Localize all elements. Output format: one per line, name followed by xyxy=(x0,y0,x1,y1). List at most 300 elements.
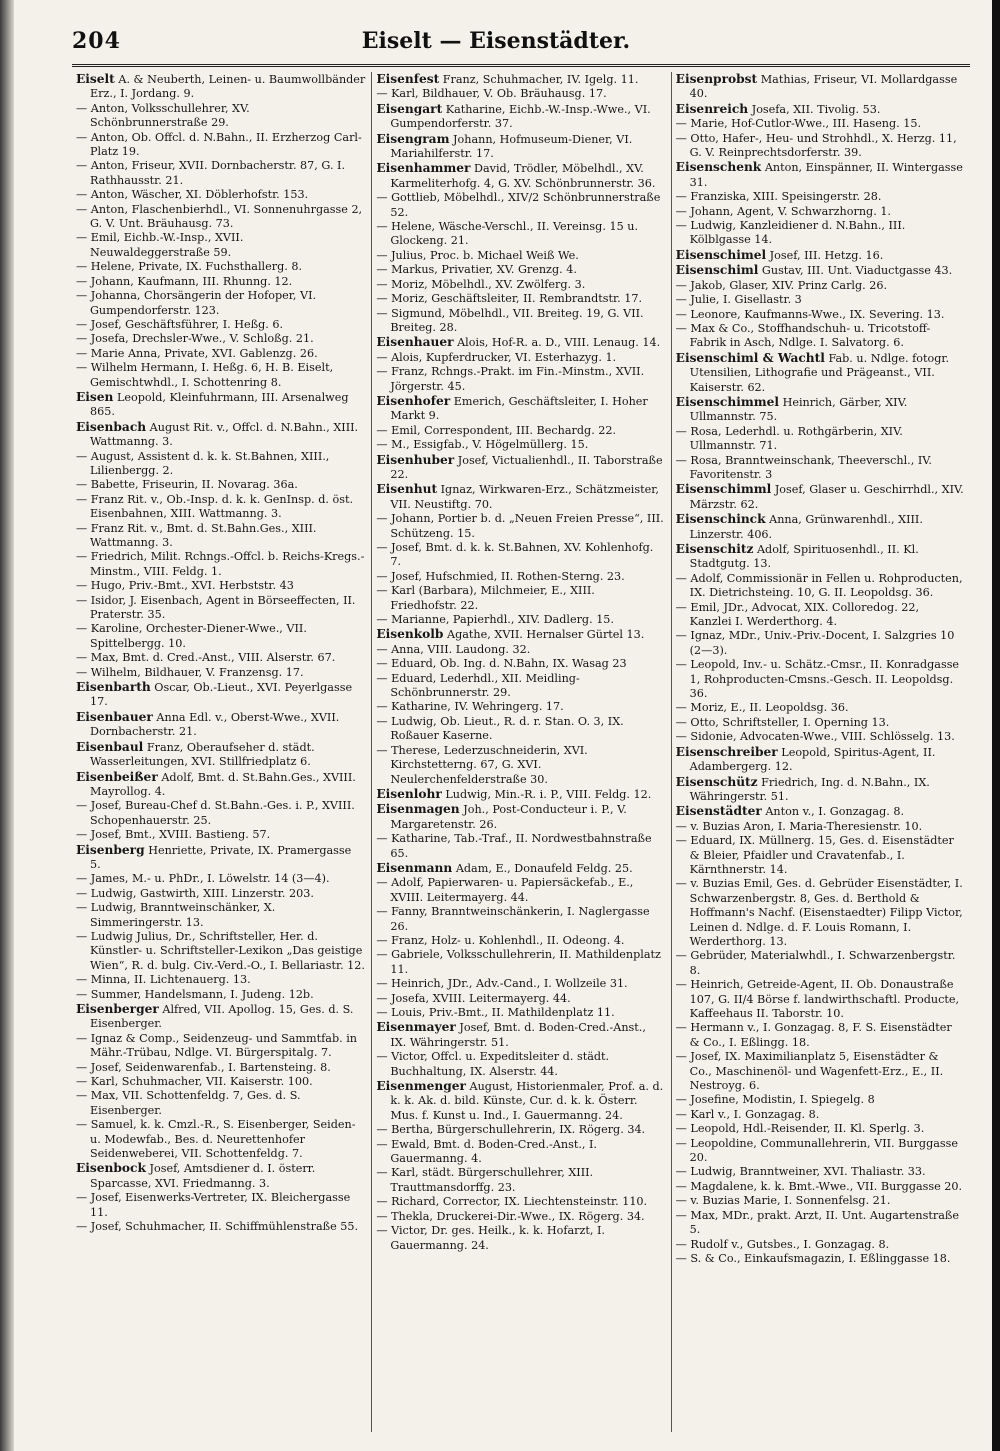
entry-text: — Helene, Wäsche-Verschl., II. Vereinsg. 15 u. Glockeng. 21. xyxy=(376,220,639,248)
entry-headword: Eisenschinck xyxy=(675,512,766,527)
entry-text: — Gottlieb, Möbelhdl., XIV/2 Schönbrunnerstraße 52. xyxy=(376,191,661,219)
directory-entry xyxy=(376,876,664,905)
entry-headword: Eisenhut xyxy=(376,482,438,497)
entry-text: — Johanna, Chorsängerin der Hofoper, VI. Gumpendorferstr. 123. xyxy=(76,289,317,317)
directory-entry xyxy=(676,572,964,601)
directory-entry xyxy=(76,1191,365,1220)
entry-text: Katharine, Eichb.-W.-Insp.-Wwe., VI. Gumpendorferstr. 37. xyxy=(390,102,651,131)
directory-entry xyxy=(76,522,365,551)
entry-text: — Marianne, Papierhdl., XIV. Dadlerg. 15. xyxy=(376,613,614,627)
directory-entry xyxy=(676,1209,964,1238)
entry-headword: Eisenhauer xyxy=(376,335,454,350)
directory-entry xyxy=(76,872,365,886)
entry-text: — Karoline, Orchester-Diener-Wwe., VII. Spittelbergg. 10. xyxy=(76,622,307,650)
directory-entry xyxy=(676,132,964,161)
entry-text: — Leopold, Hdl.-Reisender, II. Kl. Sperlg. 3. xyxy=(675,1122,925,1136)
directory-entry xyxy=(376,278,664,292)
directory-entry xyxy=(76,710,365,740)
entry-text: — Karl (Barbara), Milchmeier, E., XIII. Friedhofstr. 22. xyxy=(376,584,595,612)
entry-text: — Franz, Holz- u. Kohlenhdl., II. Odeong. 4. xyxy=(376,933,625,947)
directory-entry xyxy=(376,992,664,1006)
directory-entry xyxy=(676,1093,964,1107)
directory-entry xyxy=(376,1166,664,1195)
entry-headword: Eisenbock xyxy=(76,1161,146,1176)
directory-entry xyxy=(676,1050,964,1093)
directory-entry xyxy=(76,159,365,188)
directory-entry xyxy=(76,289,365,318)
directory-entry xyxy=(76,973,365,987)
directory-entry xyxy=(376,365,664,394)
directory-entry xyxy=(376,1210,664,1224)
entry-text: — August, Assistent d. k. k. St.Bahnen, XIII., Lilienbergg. 2. xyxy=(76,449,330,477)
entry-headword: Eisenstädter xyxy=(675,804,762,819)
directory-entry xyxy=(676,978,964,1021)
entry-text: — Summer, Handelsmann, I. Judeng. 12b. xyxy=(76,987,314,1001)
entry-headword: Eisenschütz xyxy=(675,774,758,789)
directory-entry xyxy=(676,601,964,630)
directory-entry xyxy=(676,1108,964,1122)
entry-headword: Eisenschimml xyxy=(675,482,772,497)
entry-text: Josef, Victualienhdl., II. Taborstraße 22. xyxy=(390,453,663,481)
directory-entry xyxy=(76,260,365,274)
directory-entry xyxy=(376,482,664,512)
directory-entry xyxy=(76,188,365,202)
entry-text: — Moriz, Möbelhdl., XV. Zwölferg. 3. xyxy=(376,277,586,291)
directory-entry xyxy=(76,828,365,842)
directory-entry xyxy=(76,318,365,332)
directory-columns xyxy=(72,72,970,1432)
entry-text: — Eduard, IX. Müllnerg. 15, Ges. d. Eisenstädter & Bleier, Pfaidler und Cravatenfab., I. Kärnthnerstr. 14. xyxy=(675,834,954,876)
directory-entry xyxy=(676,160,964,190)
entry-text: — Ludwig, Gastwirth, XIII. Linzerstr. 203. xyxy=(76,886,314,900)
entry-text: Josef, Amtsdiener d. I. österr. Sparcasse, XVI. Friedmanng. 3. xyxy=(90,1162,316,1190)
directory-entry xyxy=(376,584,664,613)
entry-text: Gustav, III. Unt. Viaductgasse 43. xyxy=(761,264,953,278)
directory-entry xyxy=(76,887,365,901)
directory-entry xyxy=(376,453,664,483)
entry-text: — Sidonie, Advocaten-Wwe., VIII. Schlösselg. 13. xyxy=(675,730,955,744)
directory-entry xyxy=(376,905,664,934)
entry-text: Alfred, VII. Apollog. 15, Ges. d. S. Eisenberger. xyxy=(90,1003,354,1031)
directory-entry xyxy=(76,131,365,160)
entry-text: — Franziska, XIII. Speisingerstr. 28. xyxy=(675,190,882,204)
column-3 xyxy=(671,72,970,1432)
directory-entry xyxy=(676,351,964,395)
entry-text: — Therese, Lederzuschneiderin, XVI. Kirchstetterng. 67, G. XVI. Neulerchenfelderstraße 30. xyxy=(376,743,588,786)
entry-text: August Rit. v., Offcl. d. N.Bahn., XIII. Wattmanng. 3. xyxy=(90,420,359,449)
entry-text: — Josef, Bureau-Chef d. St.Bahn.-Ges. i. P., XVIII. Schopenhauerstr. 25. xyxy=(76,799,355,827)
directory-entry xyxy=(676,512,964,542)
entry-headword: Eisenschitz xyxy=(675,542,754,556)
entry-headword: Eisenberg xyxy=(76,842,145,857)
entry-text: — Moriz, Geschäftsleiter, II. Rembrandtstr. 17. xyxy=(376,292,643,306)
entry-text: — Thekla, Druckerei-Dir.-Wwe., IX. Rögerg. 34. xyxy=(376,1209,645,1223)
directory-entry xyxy=(676,425,964,454)
entry-text: — Karl, städt. Bürgerschullehrer, XIII. Trauttmansdorffg. 23. xyxy=(376,1166,594,1194)
directory-entry xyxy=(376,307,664,336)
entry-text: — Katharine, IV. Wehringerg. 17. xyxy=(376,700,564,714)
entry-text: — Helene, Private, IX. Fuchsthallerg. 8. xyxy=(76,260,303,274)
entry-text: — Otto, Hafer-, Heu- und Strohhdl., X. Herzg. 11, G. V. Reinprechtsdorferstr. 39. xyxy=(675,131,957,160)
entry-text: Ludwig, Min.-R. i. P., VIII. Feldg. 12. xyxy=(445,787,652,801)
entry-text: — Max, VII. Schottenfeldg. 7, Ges. d. S. Eisenberger. xyxy=(76,1089,301,1117)
entry-text: — Isidor, J. Eisenbach, Agent in Börseeffecten, II. Praterstr. 35. xyxy=(76,593,356,622)
entry-text: — Karl, Bildhauer, V. Ob. Bräuhausg. 17. xyxy=(376,87,607,101)
entry-text: — Rudolf v., Gutsbes., I. Gonzagag. 8. xyxy=(675,1237,890,1251)
directory-entry xyxy=(676,745,964,775)
entry-text: — Josef, IX. Maximilianplatz 5, Eisenstädter & Co., Maschinenöl- und Wagenfett-Erz., E., II. Nestroyg. 6. xyxy=(675,1050,944,1093)
directory-entry xyxy=(376,1050,664,1079)
directory-entry xyxy=(676,730,964,744)
entry-text: Alois, Hof-R. a. D., VIII. Lenaug. 14. xyxy=(457,336,661,350)
entry-text: — S. & Co., Einkaufsmagazin, I. Eßlinggasse 18. xyxy=(675,1251,951,1265)
entry-text: — Josefa, XVIII. Leitermayerg. 44. xyxy=(376,991,571,1005)
entry-text: Oscar, Ob.-Lieut., XVI. Peyerlgasse 17. xyxy=(90,681,353,709)
directory-entry xyxy=(676,1180,964,1194)
entry-text: — Rosa, Branntweinschank, Theeverschl., IV. Favoritenstr. 3 xyxy=(675,453,932,481)
directory-entry xyxy=(376,102,664,132)
entry-text: August, Historienmaler, Prof. a. d. k. k. Ak. d. bild. Künste, Cur. d. k. k. Österr. Mus. f. Kunst u. Ind., I. Gauermanng. 24. xyxy=(390,1080,664,1122)
entry-text: — Josefa, Drechsler-Wwe., V. Schloßg. 21. xyxy=(76,332,314,346)
directory-entry xyxy=(676,1021,964,1050)
directory-entry xyxy=(376,220,664,249)
directory-entry xyxy=(676,949,964,978)
entry-text: — Ludwig, Branntweiner, XVI. Thaliastr. 33. xyxy=(675,1165,926,1179)
directory-entry xyxy=(676,279,964,293)
entry-text: — M., Essigfab., V. Högelmüllerg. 15. xyxy=(376,438,589,452)
entry-text: — Heinrich, Getreide-Agent, II. Ob. Donaustraße 107, G. II/4 Börse f. landwirthschaftl. Producte, Kaffeehaus II. Taborstr. 10. xyxy=(675,978,960,1020)
directory-entry xyxy=(376,715,664,744)
page-number: 204 xyxy=(72,28,121,54)
entry-text: — Josef, Hufschmied, II. Rothen-Sterng. 23. xyxy=(376,569,625,583)
entry-headword: Eisenfest xyxy=(376,72,440,86)
entry-text: Adolf, Bmt. d. St.Bahn.Ges., XVIII. Mayrollog. 4. xyxy=(90,770,356,798)
directory-entry xyxy=(76,622,365,651)
entry-headword: Eisenbaul xyxy=(76,739,144,754)
entry-headword: Eisenschimel xyxy=(675,247,767,262)
entry-text: Josef, Glaser u. Geschirrhdl., XIV. Märzstr. 62. xyxy=(689,483,964,511)
directory-entry xyxy=(376,1195,664,1209)
directory-entry xyxy=(76,1032,365,1061)
entry-text: Ignaz, Wirkwaren-Erz., Schätzmeister, VII. Neustiftg. 70. xyxy=(390,483,659,511)
directory-entry xyxy=(676,1137,964,1166)
entry-text: — Jakob, Glaser, XIV. Prinz Carlg. 26. xyxy=(675,278,888,292)
directory-entry xyxy=(376,657,664,671)
entry-text: — Josefine, Modistin, I. Spiegelg. 8 xyxy=(675,1093,875,1107)
entry-text: — Magdalene, k. k. Bmt.-Wwe., VII. Burggasse 20. xyxy=(675,1179,963,1193)
entry-text: — Josef, Bmt. d. k. k. St.Bahnen, XV. Kohlenhofg. 7. xyxy=(376,541,654,569)
entry-text: Leopold, Kleinfuhrmann, III. Arsenalweg 865. xyxy=(90,390,349,419)
entry-text: Johann, Hofmuseum-Diener, VI. Mariahilferstr. 17. xyxy=(390,132,633,161)
entry-headword: Eisenberger xyxy=(76,1002,159,1016)
entry-text: — Emil, Eichb.-W.-Insp., XVII. Neuwaldeggerstraße 59. xyxy=(76,231,244,259)
entry-text: — Emil, JDr., Advocat, XIX. Colloredog. 22, Kanzlei I. Werderthorg. 4. xyxy=(675,600,920,629)
directory-entry xyxy=(76,1061,365,1075)
entry-text: — Friedrich, Milit. Rchngs.-Offcl. b. Reichs-Kregs.-Minstm., VIII. Feldg. 1. xyxy=(76,550,365,578)
entry-text: — Heinrich, JDr., Adv.-Cand., I. Wollzeile 31. xyxy=(376,977,628,991)
directory-entry xyxy=(76,1089,365,1118)
directory-entry xyxy=(676,482,964,512)
entry-text: — Ignaz & Comp., Seidenzeug- und Sammtfab. in Mähr.-Trübau, Ndlge. VI. Bürgerspitalg. 7. xyxy=(76,1031,358,1060)
entry-headword: Eisenmagen xyxy=(376,802,460,817)
directory-entry xyxy=(76,420,365,450)
entry-text: — Ludwig Julius, Dr., Schriftsteller, Her. d. Künstler- u. Schriftsteller-Lexikon „Das geistige Wien“, R. d. bulg. Civ.-Verd.-O., I. Bellariastr. 12. xyxy=(76,929,365,972)
entry-text: — Ludwig, Ob. Lieut., R. d. r. Stan. O. 3, IX. Roßauer Kaserne. xyxy=(376,714,624,743)
directory-entry xyxy=(376,351,664,365)
entry-text: — Wilhelm, Bildhauer, V. Franzensg. 17. xyxy=(76,665,304,679)
entry-text: Adolf, Spirituosenhdl., II. Kl. Stadtgutg. 13. xyxy=(689,543,919,571)
entry-text: — Anton, Friseur, XVII. Dornbacherstr. 87, G. I. Rathhausstr. 21. xyxy=(76,159,346,187)
entry-headword: Eisenmann xyxy=(376,860,453,875)
entry-text: — Franz Rit. v., Ob.-Insp. d. k. k. GenInsp. d. öst. Eisenbahnen, XIII. Wattmanng. 3. xyxy=(76,492,354,521)
entry-text: Agathe, XVII. Hernalser Gürtel 13. xyxy=(447,628,645,642)
directory-entry xyxy=(676,542,964,572)
entry-text: — Hugo, Priv.-Bmt., XVI. Herbststr. 43 xyxy=(76,579,294,593)
entry-headword: Eisengart xyxy=(376,101,443,116)
directory-entry xyxy=(76,770,365,800)
entry-text: Heinrich, Gärber, XIV. Ullmannstr. 75. xyxy=(689,395,908,424)
entry-text: Anton v., I. Gonzagag. 8. xyxy=(765,805,905,819)
directory-entry xyxy=(376,570,664,584)
entry-text: — Ludwig, Branntweinschänker, X. Simmeringerstr. 13. xyxy=(76,901,276,929)
directory-entry xyxy=(376,335,664,350)
entry-text: — Gabriele, Volksschullehrerin, II. Mathildenplatz 11. xyxy=(376,948,661,976)
entry-text: Josef, Bmt. d. Boden-Cred.-Anst., IX. Währingerstr. 51. xyxy=(390,1021,646,1049)
entry-text: — Leonore, Kaufmanns-Wwe., IX. Severing. 13. xyxy=(675,307,945,321)
entry-text: — Moriz, E., II. Leopoldsg. 36. xyxy=(675,701,849,715)
directory-entry xyxy=(376,627,664,642)
entry-text: — Otto, Schriftsteller, I. Operning 13. xyxy=(675,715,890,729)
entry-text: Joh., Post-Conducteur i. P., V. Margaretenstr. 26. xyxy=(390,803,627,831)
entry-text: — Julius, Proc. b. Michael Weiß We. xyxy=(376,248,579,262)
entry-text: Anna, Grünwarenhdl., XIII. Linzerstr. 406. xyxy=(689,513,923,541)
directory-entry xyxy=(76,666,365,680)
directory-entry xyxy=(76,390,365,420)
entry-text: — Ewald, Bmt. d. Boden-Cred.-Anst., I. Gauermanng. 4. xyxy=(376,1137,597,1166)
entry-headword: Eisenschimmel xyxy=(675,394,780,409)
directory-entry xyxy=(376,934,664,948)
entry-text: Franz, Schuhmacher, IV. Igelg. 11. xyxy=(442,73,639,86)
entry-text: — v. Buzias Emil, Ges. d. Gebrüder Eisenstädter, I. Schwarzenbergstr. 8, Ges. d. Berthold & Hoffmann's Nachf. (Eisenstaedter) Filipp Victor, Leinen d. Ndlge. d. F. Louis Romann, I. Werderthorg. 13. xyxy=(675,877,963,948)
directory-entry xyxy=(76,901,365,930)
directory-entry xyxy=(676,1238,964,1252)
directory-entry xyxy=(76,930,365,973)
directory-entry xyxy=(376,191,664,220)
entry-text: — Louis, Priv.-Bmt., II. Mathildenplatz 11. xyxy=(376,1006,615,1019)
directory-entry xyxy=(676,1122,964,1136)
entry-headword: Eisenlohr xyxy=(376,786,442,801)
directory-entry xyxy=(76,203,365,232)
entry-headword: Eisenkolb xyxy=(376,627,444,642)
entry-text: — Fanny, Branntweinschänkerin, I. Naglergasse 26. xyxy=(376,905,650,933)
entry-text: Josef, III. Hetzg. 16. xyxy=(769,248,884,262)
entry-text: — Josef, Seidenwarenfab., I. Bartensteing. 8. xyxy=(76,1060,331,1074)
directory-entry xyxy=(76,579,365,593)
directory-entry xyxy=(76,594,365,623)
entry-text: — Josef, Schuhmacher, II. Schiffmühlenstraße 55. xyxy=(76,1220,359,1234)
entry-headword: Eisenreich xyxy=(675,101,749,116)
directory-entry xyxy=(676,454,964,483)
entry-headword: Eisenbauer xyxy=(76,709,153,724)
entry-headword: Eisenprobst xyxy=(675,72,758,86)
entry-text: Fab. u. Ndlge. fotogr. Utensilien, Lithografie und Prägeanst., VII. Kaiserstr. 62. xyxy=(689,351,950,394)
entry-text: Anton, Einspänner, II. Wintergasse 31. xyxy=(689,161,963,189)
entry-text: — Karl, Schuhmacher, VII. Kaiserstr. 100. xyxy=(76,1075,313,1089)
directory-entry xyxy=(376,1006,664,1020)
entry-text: — Johann, Kaufmann, III. Rhunng. 12. xyxy=(76,274,293,288)
entry-text: David, Trödler, Möbelhdl., XV. Karmeliterhofg. 4, G. XV. Schönbrunnerstr. 36. xyxy=(390,162,656,190)
directory-entry xyxy=(376,512,664,541)
entry-text: — Adolf, Commissionär in Fellen u. Rohproducten, IX. Dietrichsteing. 10, G. II. Leopoldsg. 36. xyxy=(675,571,963,600)
entry-text: — Max, MDr., prakt. Arzt, II. Unt. Augartenstraße 5. xyxy=(675,1208,959,1237)
column-2 xyxy=(371,72,670,1432)
directory-entry xyxy=(376,438,664,452)
directory-entry xyxy=(376,72,664,87)
entry-text: — Katharine, Tab.-Traf., II. Nordwestbahnstraße 65. xyxy=(376,832,652,860)
entry-text: — Emil, Correspondent, III. Bechardg. 22. xyxy=(376,423,617,437)
entry-text: Henriette, Private, IX. Pramergasse 5. xyxy=(90,843,352,871)
entry-text: — Alois, Kupferdrucker, VI. Esterhazyg. 1. xyxy=(376,350,617,364)
directory-entry xyxy=(376,1138,664,1167)
entry-text: — Rosa, Lederhdl. u. Rothgärberin, XIV. Ullmannstr. 71. xyxy=(675,424,903,453)
entry-text: — Franz, Rchngs.-Prakt. im Fin.-Minstm., XVII. Jörgerstr. 45. xyxy=(376,365,645,393)
directory-entry xyxy=(76,450,365,479)
directory-entry xyxy=(376,292,664,306)
directory-entry xyxy=(376,1123,664,1137)
entry-headword: Eisenbach xyxy=(76,419,147,434)
directory-entry xyxy=(676,395,964,425)
entry-text: Emerich, Geschäftsleiter, I. Hoher Markt 9. xyxy=(390,394,648,423)
entry-headword: Eisenbeißer xyxy=(76,769,158,784)
directory-entry xyxy=(676,293,964,307)
entry-text: — Adolf, Papierwaren- u. Papiersäckefab., E., XVIII. Leitermayerg. 44. xyxy=(376,876,634,904)
directory-entry xyxy=(376,424,664,438)
directory-entry xyxy=(76,843,365,873)
directory-entry xyxy=(76,102,365,131)
directory-entry xyxy=(676,629,964,658)
directory-entry xyxy=(76,72,365,102)
entry-headword: Eiselt xyxy=(76,72,115,86)
directory-entry xyxy=(676,190,964,204)
entry-text: — James, M.- u. PhDr., I. Löwelstr. 14 (3—4). xyxy=(76,872,330,886)
directory-entry xyxy=(676,658,964,701)
directory-entry xyxy=(376,394,664,424)
entry-text: — Eduard, Lederhdl., XII. Meidling-Schönbrunnerstr. 29. xyxy=(376,671,580,700)
entry-text: — Bertha, Bürgerschullehrerin, IX. Rögerg. 34. xyxy=(376,1123,646,1137)
entry-headword: Eisenmayer xyxy=(376,1020,456,1035)
entry-text: — Marie Anna, Private, XVI. Gablenzg. 26. xyxy=(76,346,318,360)
directory-entry xyxy=(376,613,664,627)
directory-entry xyxy=(676,117,964,131)
entry-headword: Eisenschiml & Wachtl xyxy=(675,350,825,365)
entry-headword: Eisenhuber xyxy=(376,452,455,467)
directory-entry xyxy=(376,643,664,657)
entry-headword: Eisengram xyxy=(376,131,450,146)
entry-text: — Markus, Privatier, XV. Grenzg. 4. xyxy=(376,263,577,277)
entry-text: — Josef, Eisenwerks-Vertreter, IX. Bleichergasse 11. xyxy=(76,1191,351,1219)
directory-entry xyxy=(376,263,664,277)
entry-text: — Julie, I. Gisellastr. 3 xyxy=(675,293,802,307)
entry-text: — Anna, VIII. Laudong. 32. xyxy=(376,642,531,656)
entry-headword: Eisenhofer xyxy=(376,393,451,408)
directory-entry xyxy=(676,820,964,834)
directory-entry xyxy=(76,988,365,1002)
entry-text: — Victor, Dr. ges. Heilk., k. k. Hofarzt, I. Gauermanng. 24. xyxy=(376,1224,605,1252)
directory-entry xyxy=(76,478,365,492)
entry-headword: Eisen xyxy=(76,389,114,404)
directory-entry xyxy=(76,1220,365,1234)
entry-text: — Victor, Offcl. u. Expeditsleiter d. städt. Buchhaltung, IX. Alserstr. 44. xyxy=(376,1050,610,1078)
directory-entry xyxy=(376,1020,664,1050)
entry-text: — Josef, Bmt., XVIII. Bastieng. 57. xyxy=(76,828,271,842)
directory-entry xyxy=(376,1079,664,1123)
directory-entry xyxy=(376,700,664,714)
directory-entry xyxy=(376,1224,664,1253)
directory-entry xyxy=(76,361,365,390)
directory-entry xyxy=(676,248,964,263)
entry-text: — Wilhelm Hermann, I. Heßg. 6, H. B. Eiselt, Gemischtwhdl., I. Schottenring 8. xyxy=(76,361,334,389)
entry-text: — Ignaz, MDr., Univ.-Priv.-Docent, I. Salzgries 10 (2—3). xyxy=(675,629,955,657)
directory-entry xyxy=(376,802,664,832)
entry-text: — Anton, Flaschenbierhdl., VI. Sonnenuhrgasse 2, G. V. Unt. Bräuhausg. 73. xyxy=(76,202,363,231)
entry-text: — Richard, Corrector, IX. Liechtensteinstr. 110. xyxy=(376,1195,648,1209)
entry-text: Franz, Oberaufseher d. städt. Wasserleitungen, XVI. Stillfriedplatz 6. xyxy=(90,740,315,769)
directory-entry xyxy=(676,263,964,278)
entry-headword: Eisenbarth xyxy=(76,680,151,695)
directory-entry xyxy=(76,275,365,289)
entry-text: — Anton, Ob. Offcl. d. N.Bahn., II. Erzherzog Carl-Platz 19. xyxy=(76,130,362,159)
entry-text: — Josef, Geschäftsführer, I. Heßg. 6. xyxy=(76,317,284,331)
entry-text: — Marie, Hof-Cutlor-Wwe., III. Haseng. 15. xyxy=(675,117,922,131)
entry-text: — Hermann v., I. Gonzagag. 8, F. S. Eisenstädter & Co., I. Eßlingg. 18. xyxy=(675,1021,952,1049)
directory-entry xyxy=(676,308,964,322)
directory-entry xyxy=(76,799,365,828)
directory-entry xyxy=(376,132,664,162)
entry-text: — Leopold, Inv.- u. Schätz.-Cmsr., II. Konradgasse 1, Rohproducten-Cmsns.-Gesch. II. Leopoldsg. 36. xyxy=(675,658,960,701)
directory-entry xyxy=(676,804,964,819)
directory-entry xyxy=(76,1002,365,1032)
page-edge-shadow xyxy=(0,0,14,1451)
directory-entry xyxy=(676,701,964,715)
directory-entry xyxy=(76,493,365,522)
entry-text: — Max & Co., Stoffhandschuh- u. Tricotstoff-Fabrik in Asch, Ndlge. I. Salvatorg. 6. xyxy=(675,321,931,350)
entry-text: Friedrich, Ing. d. N.Bahn., IX. Währingerstr. 51. xyxy=(689,775,930,803)
entry-text: — Johann, Portier b. d. „Neuen Freien Presse“, III. Schützeng. 15. xyxy=(376,512,664,540)
directory-entry xyxy=(676,775,964,805)
entry-text: — Sigmund, Möbelhdl., VII. Breiteg. 19, G. VII. Breiteg. 28. xyxy=(376,306,644,334)
directory-entry xyxy=(676,834,964,877)
directory-entry xyxy=(76,1118,365,1161)
directory-entry xyxy=(676,1194,964,1208)
directory-entry xyxy=(376,948,664,977)
entry-text: Mathias, Friseur, VI. Mollardgasse 40. xyxy=(689,73,958,101)
entry-text: Josefa, XII. Tivolig. 53. xyxy=(751,102,881,116)
entry-text: — Max, Bmt. d. Cred.-Anst., VIII. Alserstr. 67. xyxy=(76,651,336,665)
directory-entry xyxy=(76,1075,365,1089)
directory-entry xyxy=(376,87,664,101)
directory-entry xyxy=(376,541,664,570)
entry-text: — v. Buzias Marie, I. Sonnenfelsg. 21. xyxy=(675,1194,891,1208)
directory-entry xyxy=(376,832,664,861)
directory-entry xyxy=(376,861,664,876)
page-title: Eiselt — Eisenstädter. xyxy=(361,28,631,54)
entry-text: — Gebrüder, Materialwhdl., I. Schwarzenbergstr. 8. xyxy=(675,949,956,977)
entry-text: — Anton, Volksschullehrer, XV. Schönbrunnerstraße 29. xyxy=(76,101,250,130)
entry-text: — Ludwig, Kanzleidiener d. N.Bahn., III. Kölblgasse 14. xyxy=(675,219,906,247)
entry-text: Anna Edl. v., Oberst-Wwe., XVII. Dornbacherstr. 21. xyxy=(90,710,340,739)
entry-text: — Anton, Wäscher, XI. Döblerhofstr. 153. xyxy=(76,188,309,202)
entry-text: — Eduard, Ob. Ing. d. N.Bahn, IX. Wasag 23 xyxy=(376,657,627,671)
